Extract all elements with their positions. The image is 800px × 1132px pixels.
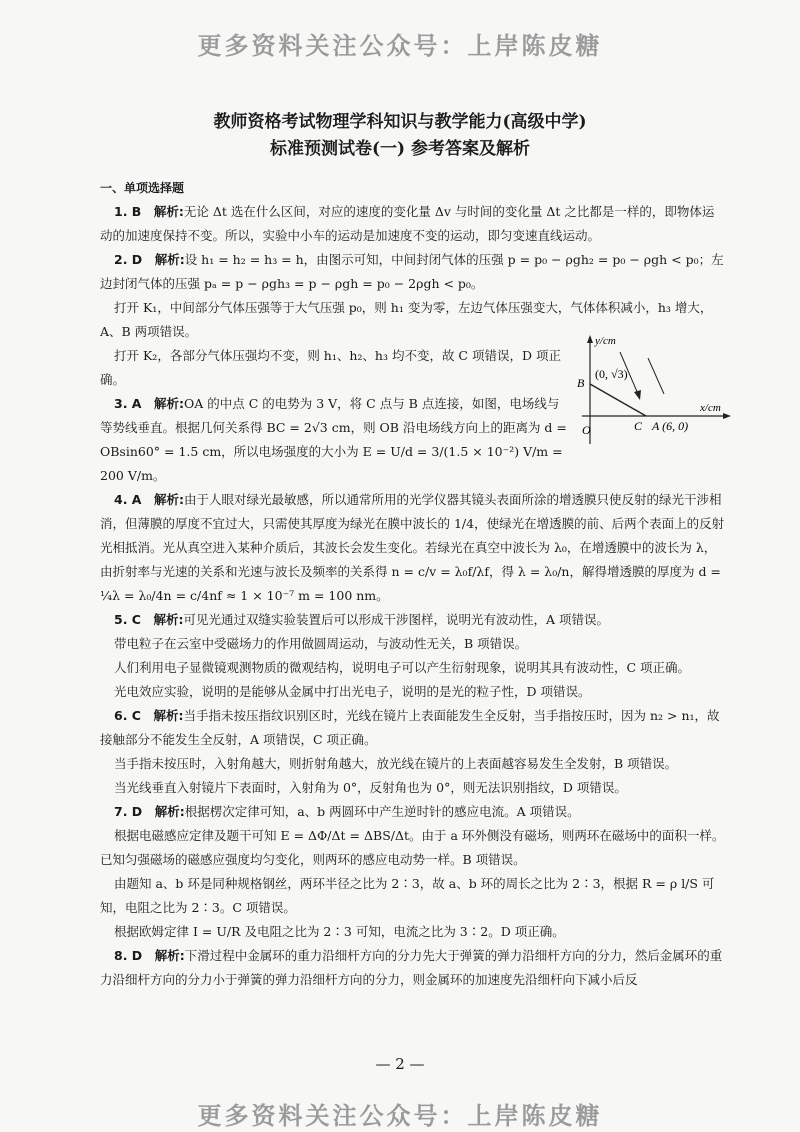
answer-8: 8. D 解析:下滑过程中金属环的重力沿细杆方向的分力先大于弹簧的弹力沿细杆方向的分力，然后金属环的重力沿细杆方向的分力小于弹簧的弹力沿细杆方向的分力，则金属环的加速度先沿细杆向下减小后反	[100, 948, 723, 987]
watermark-bottom: 更多资料关注公众号：上岸陈皮糖	[197, 1102, 603, 1130]
point-a-label: A (6, 0)	[652, 419, 689, 433]
point-b-coord: (0, √3)	[595, 367, 628, 381]
answer-5-para: 带电粒子在云室中受磁场力的作用做圆周运动，与波动性无关，B 项错误。	[114, 636, 528, 651]
point-c-label: C	[634, 419, 643, 433]
answer-3: 3. A 解析:OA 的中点 C 的电势为 3 V，将 C 点与 B 点连接，如图，电场线与等势线垂直。根据几何关系得 BC = 2√3 cm，则 OB 沿电场线方向上的距离为 d = OBsin60° = 1.5 cm，所以电场强度的大小为 E = U/d = 3/(1.5 × 10⁻²) V/m = 200 V/m。	[100, 396, 567, 483]
field-line-2	[648, 358, 664, 394]
answer-7-para: 由题知 a、b 环是同种规格钢丝，两环半径之比为 2∶3，故 a、b 环的周长之比为 2∶3，根据 R = ρ l/S 可知，电阻之比为 2∶3。C 项错误。	[100, 876, 715, 915]
answer-7-para: 根据欧姆定律 I = U/R 及电阻之比为 2∶3 可知，电流之比为 3∶2。D 项正确。	[114, 924, 565, 939]
electric-field-diagram	[562, 332, 732, 450]
answer-2-para: 打开 K₁，中间部分气体压强等于大气压强 p₀，则 h₁ 变为零，左边气体压强变大，气体体积减小，h₃ 增大，A、B 两项错误。	[100, 300, 713, 339]
answer-6-para: 当光线垂直入射镜片下表面时，入射角为 0°，反射角也为 0°，则无法识别指纹，D 项错误。	[114, 780, 627, 795]
answer-4: 4. A 解析:由于人眼对绿光最敏感，所以通常所用的光学仪器其镜头表面所涂的增透膜只使反射的绿光干涉相消，但薄膜的厚度不宜过大，只需使其厚度为绿光在膜中波长的 1/4，使绿光在增透膜的前、后两个表面上的反射光相抵消。光从真空进入某种介质后，其波长会发生变化。若绿光在真空中波长为 λ₀，在增透膜中的波长为 λ，由折射率与光速的关系和光速与波长及频率的关系得 n = c/v = λ₀f/λf，得 λ = λ₀/n，解得增透膜的厚度为 d = ¼λ = λ₀/4n = c/4nf ≈ 1 × 10⁻⁷ m = 100 nm。	[100, 492, 725, 603]
page-subtitle: 标准预测试卷(一) 参考答案及解析	[269, 139, 530, 159]
watermark-top: 更多资料关注公众号：上岸陈皮糖	[197, 32, 603, 60]
x-axis-arrow-icon	[723, 413, 731, 419]
answer-7-para: 根据电磁感应定律及题干可知 E = ΔΦ/Δt = ΔBS/Δt。由于 a 环外侧没有磁场，则两环在磁场中的面积一样。已知匀强磁场的磁感应强度均匀变化，则两环的感应电动势一样。B 项错误。	[100, 828, 725, 867]
answer-5: 5. C 解析:可见光通过双缝实验装置后可以形成干涉图样，说明光有波动性，A 项错误。	[114, 612, 610, 627]
page-number: — 2 —	[375, 1055, 425, 1073]
answer-5-para: 光电效应实验，说明的是能够从金属中打出光电子，说明的是光的粒子性，D 项错误。	[114, 684, 591, 699]
answer-1: 1. B 解析:无论 Δt 选在什么区间，对应的速度的变化量 Δv 与时间的变化量 Δt 之比都是一样的，即物体运动的加速度保持不变。所以，实验中小车的运动是加速度不变的运动，即匀变速直线运动。	[100, 204, 715, 243]
field-arrow-icon	[634, 390, 641, 400]
page-title: 教师资格考试物理学科知识与教学能力(高级中学)	[213, 112, 587, 132]
x-axis-label: x/cm	[700, 402, 721, 414]
origin-label: O	[582, 423, 591, 437]
point-b-label: B	[577, 376, 585, 390]
answer-6: 6. C 解析:当手指未按压指纹识别区时，光线在镜片上表面能发生全反射，当手指按压时，因为 n₂ > n₁，故接触部分不能发生全反射，A 项错误，C 项正确。	[100, 708, 720, 747]
section-heading: 一、单项选择题	[100, 181, 185, 195]
answer-2: 2. D 解析:设 h₁ = h₂ = h₃ = h，由图示可知，中间封闭气体的压强 p = p₀ − ρgh₂ = p₀ − ρgh < p₀；左边封闭气体的压强 pₐ = p − ρgh₃ = p − ρgh = p₀ − 2ρgh < p₀。	[100, 252, 724, 291]
answer-6-para: 当手指未按压时，入射角越大，则折射角越大，放光线在镜片的上表面越容易发生全发射，B 项错误。	[114, 756, 678, 771]
y-axis-label: y/cm	[595, 335, 616, 347]
answer-2-para: 打开 K₂，各部分气体压强均不变，则 h₁、h₂、h₃ 均不变，故 C 项错误，D 项正确。	[100, 348, 561, 387]
y-axis-arrow-icon	[587, 335, 593, 343]
line-bc	[590, 384, 646, 416]
answer-5-para: 人们利用电子显微镜观测物质的微观结构，说明电子可以产生衍射现象，说明其具有波动性，C 项正确。	[114, 660, 691, 675]
answer-content	[100, 176, 725, 992]
answer-7: 7. D 解析:根据楞次定律可知，a、b 两圆环中产生逆时针的感应电流。A 项错误。	[114, 804, 580, 819]
